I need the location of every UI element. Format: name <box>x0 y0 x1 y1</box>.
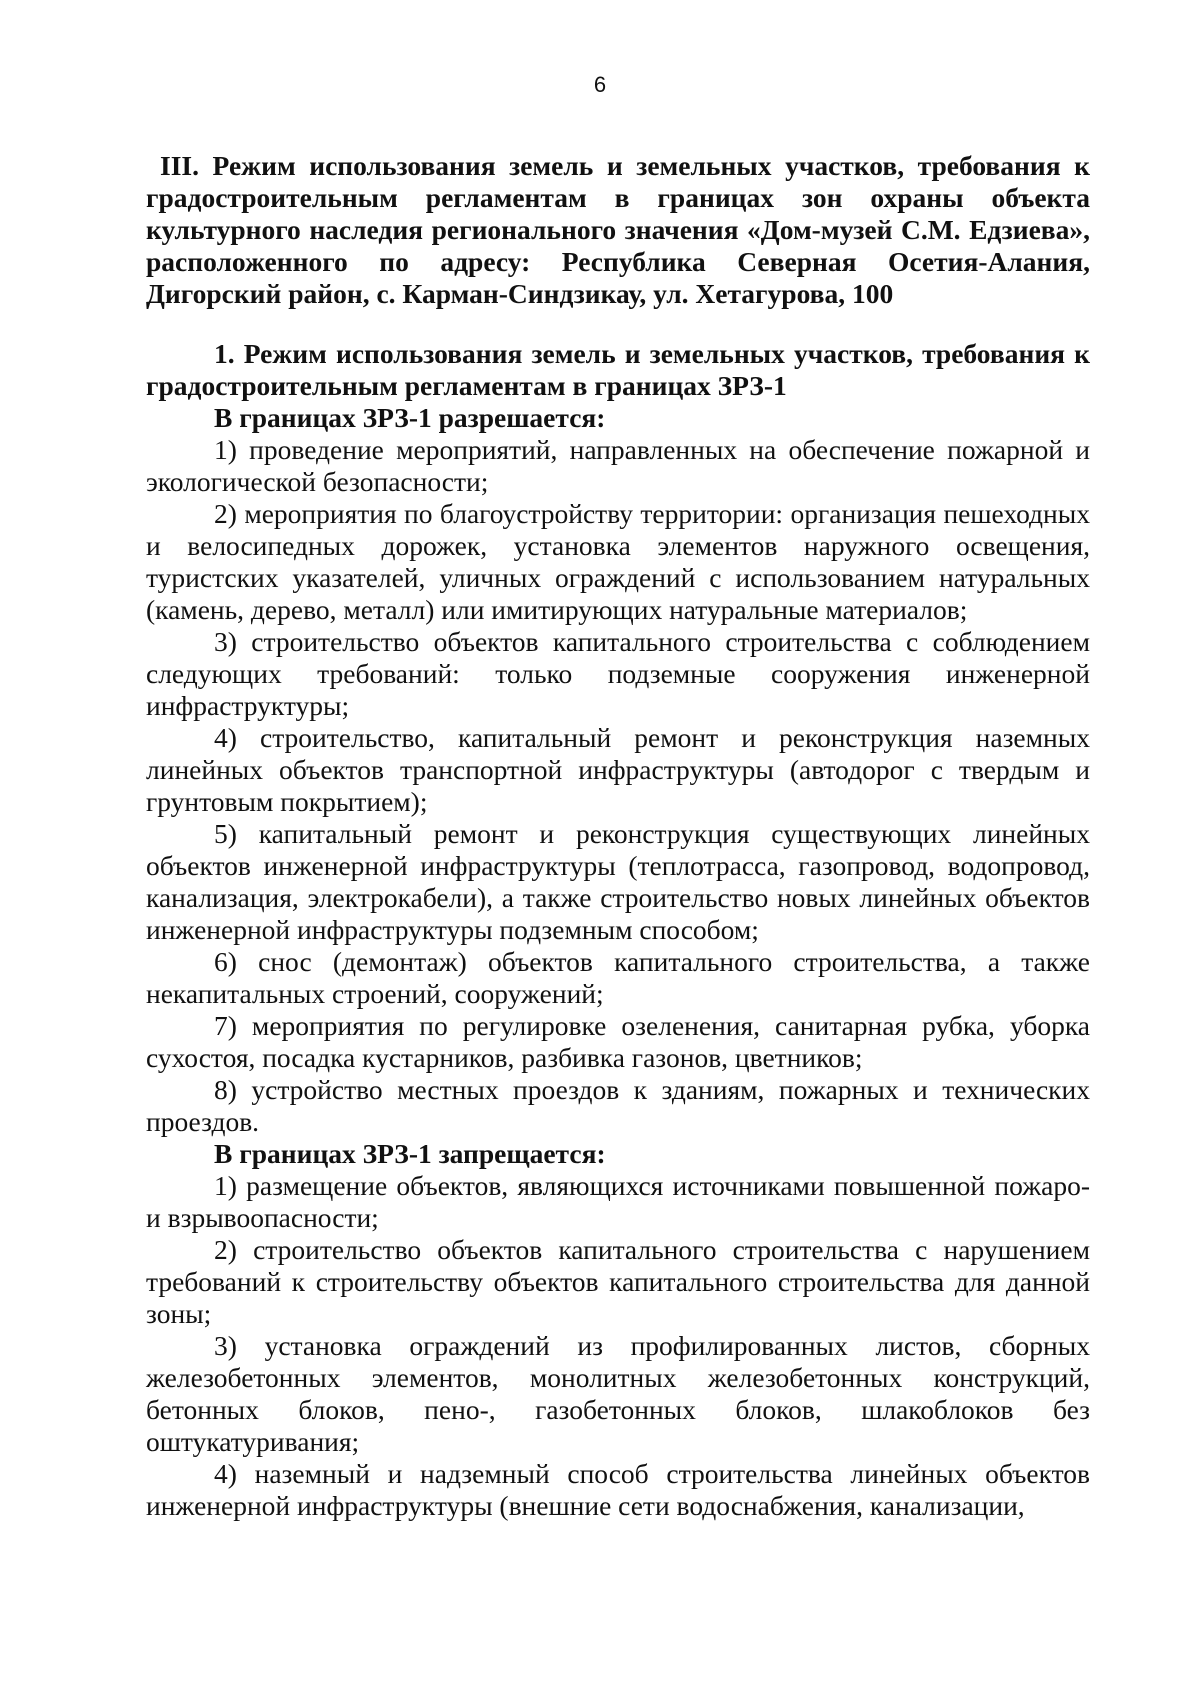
page-number: 6 <box>593 72 607 97</box>
list-item: 6) снос (демонтаж) объектов капитального строительства, а также некапитальных строений, сооружений; <box>146 946 1090 1009</box>
document-body <box>146 150 1090 1522</box>
list-item: 4) строительство, капитальный ремонт и реконструкция наземных линейных объектов транспортной инфраструктуры (автодорог с твердым и грунтовым покрытием); <box>146 722 1090 817</box>
list-item: 7) мероприятия по регулировке озеленения, санитарная рубка, уборка сухостоя, посадка кустарников, разбивка газонов, цветников; <box>146 1010 1090 1073</box>
section-heading: 1. Режим использования земель и земельных участков, требования к градостроительным регламентам в границах ЗРЗ-1 <box>146 338 1090 401</box>
list-item: 8) устройство местных проездов к зданиям, пожарных и технических проездов. <box>146 1074 1090 1137</box>
list-item: 5) капитальный ремонт и реконструкция существующих линейных объектов инженерной инфраструктуры (теплотрасса, газопровод, водопровод, канализация, электрокабели), а также строительство новых линейных объектов инженерной инфраструктуры подземным способом; <box>146 818 1090 945</box>
list-item: 1) размещение объектов, являющихся источниками повышенной пожаро- и взрывоопасности; <box>146 1170 1090 1233</box>
list-item: 1) проведение мероприятий, направленных на обеспечение пожарной и экологической безопасности; <box>146 434 1090 497</box>
list-item: 4) наземный и надземный способ строительства линейных объектов инженерной инфраструктуры (внешние сети водоснабжения, канализации, <box>146 1458 1090 1521</box>
list-item: 2) строительство объектов капитального строительства с нарушением требований к строительству объектов капитального строительства для данной зоны; <box>146 1234 1090 1329</box>
list-item: 3) установка ограждений из профилированных листов, сборных железобетонных элементов, монолитных железобетонных конструкций, бетонных блоков, пено-, газобетонных блоков, шлакоблоков без оштукатуривания; <box>146 1330 1090 1457</box>
list-item: 3) строительство объектов капитального строительства с соблюдением следующих требований: только подземные сооружения инженерной инфраструктуры; <box>146 626 1090 721</box>
chapter-heading: III. Режим использования земель и земельных участков, требования к градостроительным регламентам в границах зон охраны объекта культурного наследия регионального значения «Дом-музей С.М. Едзиева», расположенного по адресу: Республика Северная Осетия-Алания, Дигорский район, с. Карман-Синдзикау, ул. Хетагурова, 100 <box>146 150 1090 309</box>
allowed-heading: В границах ЗРЗ-1 разрешается: <box>214 402 606 433</box>
list-item: 2) мероприятия по благоустройству территории: организация пешеходных и велосипедных дорожек, установка элементов наружного освещения, туристских указателей, уличных ограждений с использованием натуральных (камень, дерево, металл) или имитирующих натуральные материалов; <box>146 498 1090 625</box>
forbidden-heading: В границах ЗРЗ-1 запрещается: <box>214 1138 606 1169</box>
